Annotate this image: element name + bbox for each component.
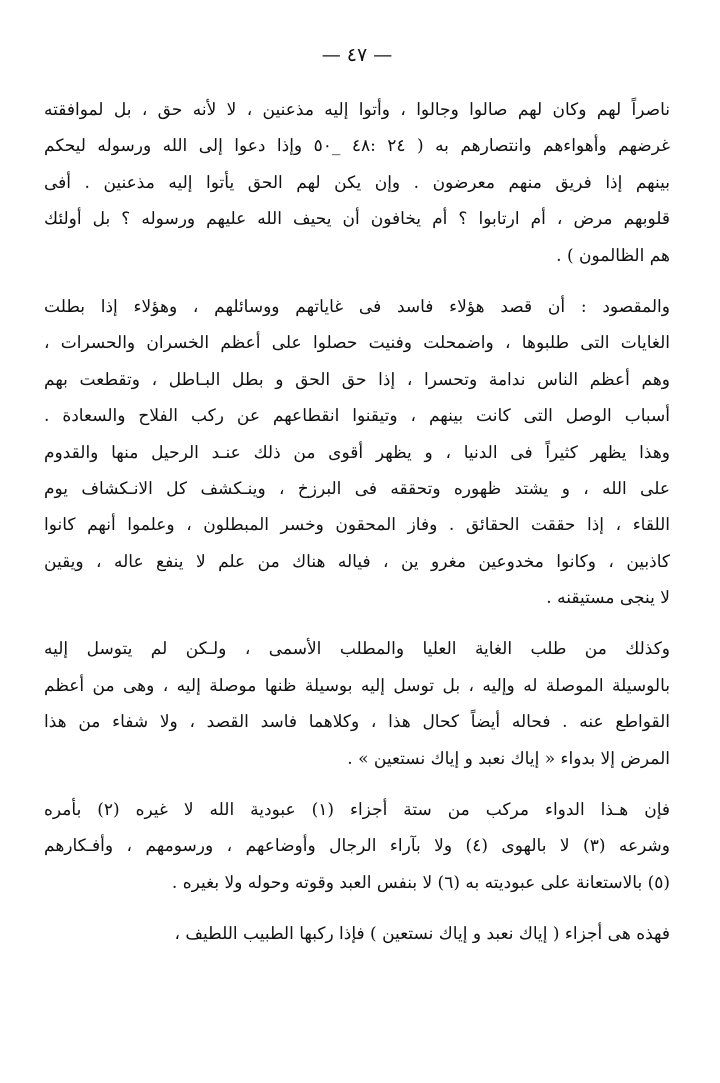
- paragraph-gap: [44, 616, 670, 631]
- text-line: فإن هـذا الدواء مركب من ستة أجزاء (١) عبودية الله لا غيره (٢) بأمره: [44, 800, 670, 821]
- text-line: القواطع عنه . فحاله أيضاً كحال هذا ، وكلاهما فاسد القصد ، ولا شفاء من هذا: [44, 712, 670, 733]
- text-line: وشرعه (٣) لا بالهوى (٤) ولا بآراء الرجال وأوضاعهم ، ورسومهم ، وأفـكارهم: [44, 836, 670, 857]
- text-line: قلوبهم مرض ، أم ارتابوا ؟ أم يخافون أن يحيف الله عليهم ورسوله ؟ بل أولئك: [44, 209, 670, 230]
- text-line: والمقصود : أن قصد هؤلاء فاسد فى غاياتهم ووسائلهم ، وهؤلاء إذا بطلت: [44, 296, 670, 317]
- page-body: [44, 92, 670, 953]
- text-line: وهم أعظم الناس ندامة وتحسرا ، إذا حق الحق و بطل البـاطل ، وتقطعت بهم: [44, 369, 670, 390]
- text-line: أسباب الوصل التى كانت بينهم ، وتيقنوا انقطاعهم عن ركب الفلاح والسعادة .: [44, 406, 670, 427]
- paragraph: [44, 631, 670, 777]
- text-line: لا ينجى مستيقنه .: [546, 588, 670, 609]
- text-line: المرض إلا بدواء « إياك نعبد و إياك نستعين » .: [347, 748, 670, 769]
- paragraph: [44, 289, 670, 617]
- text-line: الغايات التى طلبوها ، واضمحلت وفنيت حصلوا على أعظم الخسران والحسرات ،: [44, 333, 670, 354]
- paragraph-gap: [44, 274, 670, 289]
- text-line: وكذلك من طلب الغاية العليا والمطلب الأسمى ، ولـكن لم يتوسل إليه: [44, 639, 670, 660]
- text-line: هم الظالمون ) .: [556, 245, 670, 266]
- paragraph: [44, 916, 670, 952]
- text-line: وهذا يظهر كثيراً فى الدنيا ، و يظهر أقوى من ذلك عنـد الرحيل منها والقدوم: [44, 442, 670, 463]
- text-line: ناصراً لهم وكان لهم صالوا وجالوا ، وأتوا إليه مذعنين ، لا لأنه حق ، بل لموافقته: [44, 100, 670, 120]
- text-line: بالوسيلة الموصلة له وإليه ، بل توسل إليه بوسيلة ظنها موصلة إليه ، وهى من أعظم: [44, 675, 670, 696]
- paragraph-gap: [44, 777, 670, 792]
- text-line: غرضهم وأهواءهم وانتصارهم به ( ٢٤ :٤٨ _٥٠ وإذا دعوا إلى الله ورسوله ليحكم: [44, 136, 670, 157]
- paragraph: [44, 92, 670, 274]
- paragraph: [44, 792, 670, 901]
- text-line: اللقاء ، إذا حققت الحقائق . وفاز المحقون وخسر المبطلون ، وعلموا أنهم كانوا: [44, 515, 670, 536]
- page-number: — ٤٧ —: [321, 44, 393, 66]
- paragraph-gap: [44, 901, 670, 916]
- text-line: كاذبين ، وكانوا مخدوعين مغرو ين ، فياله هناك من علم لا ينفع عاله ، ويقين: [44, 551, 670, 572]
- text-line: (٥) بالاستعانة على عبوديته به (٦) لا بنفس العبد وقوته وحوله ولا بغيره .: [171, 872, 670, 893]
- text-line: بينهم إذا فريق منهم معرضون . وإن يكن لهم الحق يأتوا إليه مذعنين . أفى: [44, 172, 670, 193]
- text-line: فهذه هى أجزاء ( إياك نعبد و إياك نستعين ) فإذا ركبها الطبيب اللطيف ،: [174, 924, 670, 945]
- text-line: على الله ، و يشتد ظهوره وتحققه فى البرزخ ، وينـكشف كل الانـكشاف يوم: [44, 478, 670, 499]
